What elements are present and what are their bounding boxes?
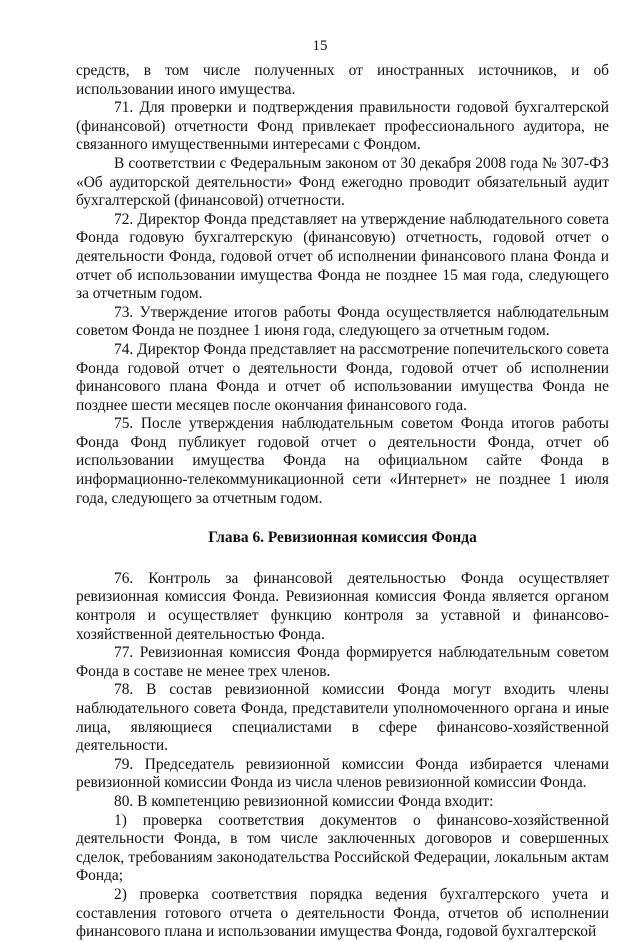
paragraph-76: 76. Контроль за финансовой деятельностью Фонда осуществляет ревизионная комиссия Фонда. Ревизионная комиссия Фонда является органом контроля и осуществляет функцию контроля за уставной и финансово-хозяйственной деятельностью Фонда. — [76, 569, 609, 643]
list-item-1: 1) проверка соответствия документов о финансово-хозяйственной деятельности Фонда, в том числе заключенных договоров и совершенных сделок, требованиям законодательства Российской Федерации, локальным актам Фонда; — [76, 811, 609, 885]
paragraph-77: 77. Ревизионная комиссия Фонда формируется наблюдательным советом Фонда в составе не менее трех членов. — [76, 644, 609, 680]
paragraph-78: 78. В состав ревизионной комиссии Фонда могут входить члены наблюдательного совета Фонда, представители уполномоченного органа и иные лица, являющиеся специалистами в сфере финансово-хозяйственной деятельности. — [76, 681, 609, 755]
paragraph-80: 80. В компетенцию ревизионной комиссии Фонда входит: — [114, 792, 494, 810]
paragraph-75: 75. После утверждения наблюдательным советом Фонда итогов работы Фонда Фонд публикует годовой отчет о деятельности Фонда, отчет об использовании имущества Фонда на официальном сайте Фонда в информационно-телекоммуникационной сети «Интернет» не позднее 1 июля года, следующего за отчетным годом. — [76, 415, 609, 507]
page-number: 15 — [312, 38, 328, 54]
paragraph-continuation: средств, в том числе полученных от иностранных источников, и об использовании иного имущества. — [76, 62, 609, 98]
paragraph-72: 72. Директор Фонда представляет на утверждение наблюдательного совета Фонда годовую бухгалтерскую (финансовую) отчетность, годовой отчет о деятельности Фонда, годовой отчет об исполнении финансового плана Фонда и отчет об использовании имущества Фонда не позднее 15 мая года, следующего за отчетным годом. — [76, 210, 609, 303]
list-item-2: 2) проверка соответствия порядка ведения бухгалтерского учета и составления готового отчета о деятельности Фонда, отчетов об исполнении финансового плана и использовании имущества Фонда, годовой бухгалтерской — [76, 885, 609, 941]
chapter-heading: Глава 6. Ревизионная комиссия Фонда — [208, 529, 477, 547]
document-body — [76, 62, 609, 942]
paragraph-audit-law: В соответствии с Федеральным законом от 30 декабря 2008 года № 307-ФЗ «Об аудиторской деятельности» Фонд ежегодно проводит обязательный аудит бухгалтерской (финансовой) отчетности. — [76, 154, 609, 210]
paragraph-79: 79. Председатель ревизионной комиссии Фонда избирается членами ревизионной комиссии Фонда из числа членов ревизионной комиссии Фонда. — [76, 755, 609, 792]
paragraph-73: 73. Утверждение итогов работы Фонда осуществляется наблюдательным советом Фонда не позднее 1 июня года, следующего за отчетным годом. — [76, 303, 609, 340]
paragraph-74: 74. Директор Фонда представляет на рассмотрение попечительского совета Фонда годовой отчет о деятельности Фонда, годовой отчет об исполнении финансового плана Фонда и отчет об использовании имущества Фонда не позднее шести месяцев после окончания финансового года. — [76, 340, 609, 414]
paragraph-71: 71. Для проверки и подтверждения правильности годовой бухгалтерской (финансовой) отчетности Фонд привлекает профессионального аудитора, не связанного имущественными интересами с Фондом. — [76, 99, 609, 154]
